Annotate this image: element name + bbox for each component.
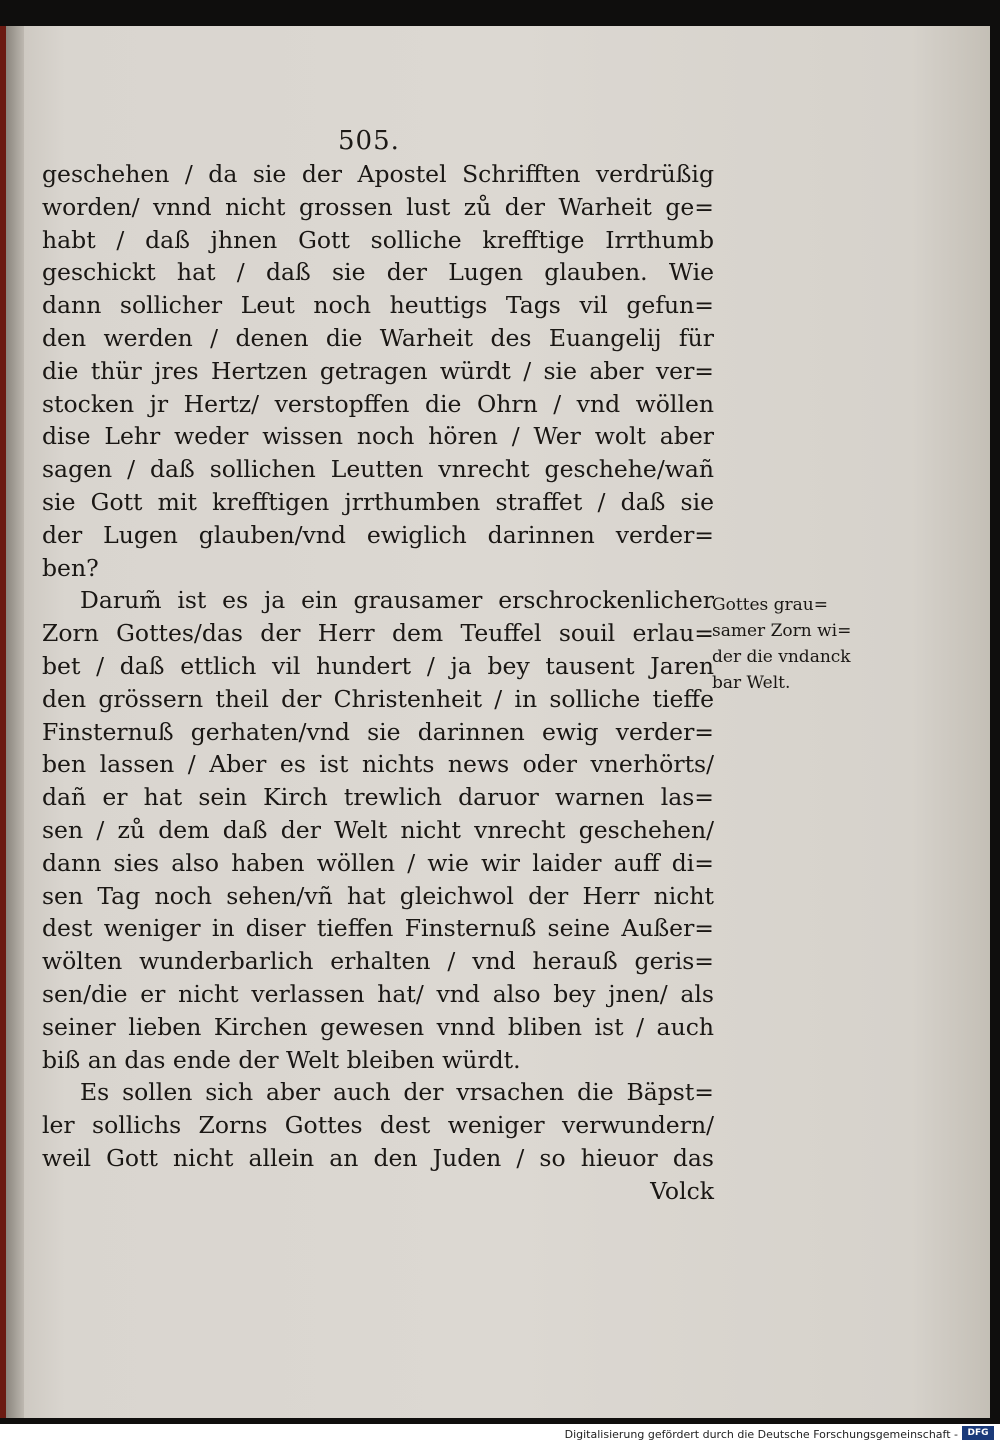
text-line: ler sollichs Zorns Gottes dest weniger verwundern/ xyxy=(42,1111,714,1140)
text-line: worden/ vnnd nicht grossen lust zů der Warheit ge= xyxy=(42,192,714,221)
text-line-paragraph-start: Es sollen sich aber auch der vrsachen die Bäpst= xyxy=(80,1078,714,1107)
marginal-note-line: bar Welt. xyxy=(712,673,791,693)
text-line: sen Tag noch sehen/vñ hat gleichwol der Herr nicht xyxy=(42,881,714,910)
marginal-note-line: samer Zorn wi= xyxy=(712,621,852,641)
text-line: stocken jr Hertz/ verstopffen die Ohrn / vnd wöllen xyxy=(42,389,714,418)
text-line: sagen / daß sollichen Leutten vnrecht geschehe/wañ xyxy=(42,455,714,484)
text-line: biß an das ende der Welt bleiben würdt. xyxy=(42,1045,521,1074)
main-text-block xyxy=(42,158,714,1208)
text-line: die thür jres Hertzen getragen würdt / sie aber ver= xyxy=(42,356,714,385)
text-line: dest weniger in diser tieffen Finsternuß seine Außer= xyxy=(42,914,714,943)
text-line: sie Gott mit krefftigen jrrthumben straffet / daß sie xyxy=(42,487,714,516)
text-line: ben? xyxy=(42,553,99,582)
text-line: den grössern theil der Christenheit / in solliche tieffe xyxy=(42,684,714,713)
marginal-note-line: der die vndanck xyxy=(712,647,851,667)
text-line: dise Lehr weder wissen noch hören / Wer wolt aber xyxy=(42,422,714,451)
text-line: habt / daß jhnen Gott solliche krefftige Irrthumb xyxy=(42,225,714,254)
text-line: sen/die er nicht verlassen hat/ vnd also bey jnen/ als xyxy=(42,979,714,1008)
dfg-logo: DFG xyxy=(962,1426,994,1440)
text-line: Finsternuß gerhaten/vnd sie darinnen ewig verder= xyxy=(42,717,714,746)
text-line: wölten wunderbarlich erhalten / vnd herauß geris= xyxy=(42,947,714,976)
text-line: Zorn Gottes/das der Herr dem Teuffel souil erlau= xyxy=(42,619,714,648)
text-line: dann sies also haben wöllen / wie wir laider auff di= xyxy=(42,848,714,877)
catchword: Volck xyxy=(650,1176,714,1205)
marginal-note xyxy=(712,592,862,696)
text-line-paragraph-start: Darum̃ ist es ja ein grausamer erschrockenlicher xyxy=(80,586,714,615)
text-line: bet / daß ettlich vil hundert / ja bey tausent Jaren xyxy=(42,651,714,680)
text-line: dañ er hat sein Kirch trewlich daruor warnen las= xyxy=(42,783,714,812)
text-line: sen / zů dem daß der Welt nicht vnrecht geschehen/ xyxy=(42,815,714,844)
marginal-note-line: Gottes grau= xyxy=(712,595,829,615)
text-line: ben lassen / Aber es ist nichts news oder vnerhörts/ xyxy=(42,750,714,779)
text-line: geschehen / da sie der Apostel Schrifften verdrüßig xyxy=(42,160,714,188)
text-line: der Lugen glauben/vnd ewiglich darinnen verder= xyxy=(42,520,714,549)
text-line: den werden / denen die Warheit des Euangelij für xyxy=(42,323,714,352)
text-line: seiner lieben Kirchen gewesen vnnd bliben ist / auch xyxy=(42,1012,714,1041)
text-line: dann sollicher Leut noch heuttigs Tags vil gefun= xyxy=(42,291,714,320)
funding-credit: Digitalisierung gefördert durch die Deutsche Forschungsgemeinschaft - xyxy=(564,1428,958,1441)
page-gutter-shadow xyxy=(6,26,24,1418)
text-line: weil Gott nicht allein an den Juden / so hieuor das xyxy=(42,1143,714,1172)
page-number: 505. xyxy=(338,126,400,156)
text-line: geschickt hat / daß sie der Lugen glauben. Wie xyxy=(42,258,714,287)
